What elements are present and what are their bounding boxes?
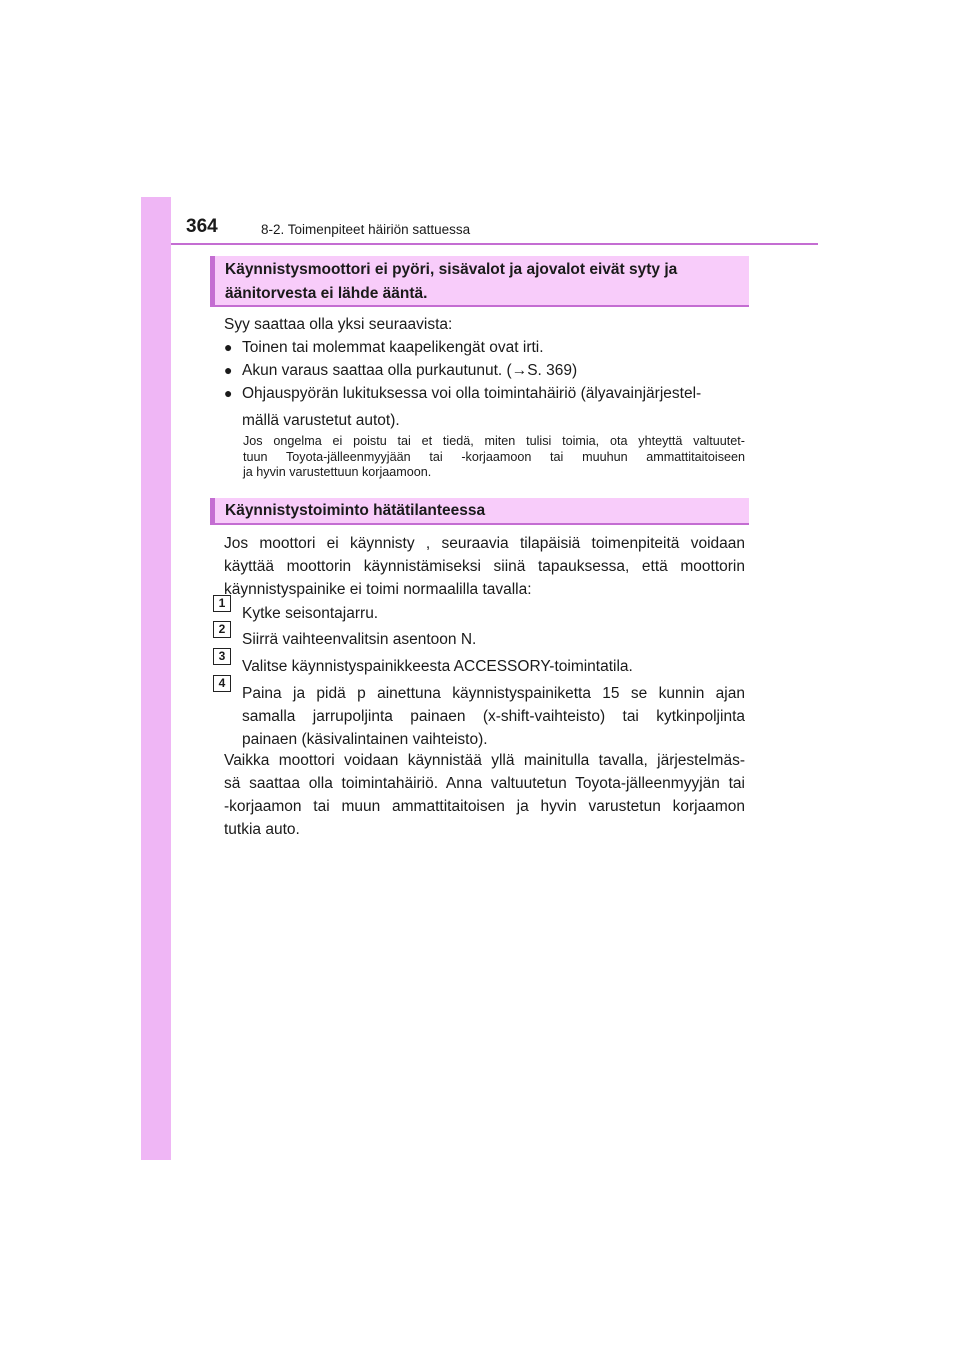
step-text: samalla jarrupoljinta painaen (x-shift-vaihteisto) tai kytkinpoljinta [242, 708, 745, 725]
bullet-icon: ● [224, 385, 233, 401]
breadcrumb: 8-2. Toimenpiteet häiriön sattuessa [261, 222, 471, 237]
bullet-text: Ohjauspyörän lukituksessa voi olla toimintahäiriö (älyavainjärjestel- [242, 385, 702, 402]
note-line: tuun Toyota-jälleenmyyjään tai -korjaamoon tai muuhun ammattitaitoiseen [243, 449, 745, 464]
bullet-text-part: Akun varaus saattaa olla purkautunut. ( [242, 362, 512, 379]
page-number: 364 [186, 216, 218, 237]
step-text: Valitse käynnistyspainikkeesta ACCESSORY-toimintatila. [242, 658, 633, 675]
bullet-text [242, 359, 745, 382]
step-2 [213, 622, 745, 651]
section2-intro [224, 532, 745, 601]
closing-line: tutkia auto. [224, 821, 300, 838]
arrow-icon: → [511, 362, 528, 379]
closing-line: -korjaamon tai muun ammattitaitoisen ja hyvin varustetun korjaamon [224, 798, 745, 815]
bullet-item [224, 382, 745, 432]
step-number-badge: 4 [213, 675, 231, 692]
section-heading-starter-not-cranking [210, 256, 749, 307]
page-reference: S. 369) [527, 362, 578, 379]
bullet-icon: ● [224, 362, 233, 378]
step-number-badge: 2 [213, 621, 231, 638]
step-text: painaen (käsivalintainen vaihteisto). [242, 731, 488, 748]
step-text: Kytke seisontajarru. [242, 605, 379, 622]
note-line: ja hyvin varustettuun korjaamoon. [243, 465, 432, 479]
bullet-item [224, 336, 745, 359]
section-heading-line: Käynnistysmoottori ei pyöri, sisävalot ja ajovalot eivät syty ja [225, 261, 678, 278]
side-thumb-strip [141, 197, 171, 1160]
step-1 [213, 596, 745, 625]
bullet-text: mällä varustetut autot). [242, 412, 400, 429]
intro-line: Jos moottori ei käynnisty , seuraavia tilapäisiä toimenpiteitä voidaan [224, 535, 745, 552]
intro-line: käynnistyspainike ei toimi normaalilla tavalla: [224, 581, 532, 598]
step-4 [213, 676, 745, 751]
closing-line: sä saattaa olla toimintahäiriö. Anna valtuutetun Toyota-jälleenmyyjän tai [224, 775, 745, 792]
step-3 [213, 649, 745, 678]
section1-intro: Syy saattaa olla yksi seuraavista: [224, 316, 453, 333]
section-heading-line: Käynnistystoiminto hätätilanteessa [225, 502, 486, 519]
step-number-badge: 3 [213, 648, 231, 665]
step-text: Siirrä vaihteenvalitsin asentoon N. [242, 631, 477, 648]
note-line: Jos ongelma ei poistu tai et tiedä, miten tulisi toimia, ota yhteyttä valtuutet- [243, 434, 745, 448]
bullet-icon: ● [224, 339, 233, 355]
step-text: Paina ja pidä p ainettuna käynnistyspainiketta 15 se kunnin ajan [242, 685, 745, 702]
step-number-badge: 1 [213, 595, 231, 612]
note-text [243, 434, 745, 481]
closing-line: Vaikka moottori voidaan käynnistää yllä mainitulla tavalla, järjestelmäs- [224, 752, 745, 769]
section-heading-line: äänitorvesta ei lähde ääntä. [225, 285, 428, 302]
header-rule [171, 243, 818, 245]
closing-paragraph [224, 749, 745, 841]
bullet-text: Toinen tai molemmat kaapelikengät ovat irti. [242, 339, 544, 356]
bullet-item [224, 359, 745, 382]
section-heading-emergency-start [210, 498, 749, 525]
intro-line: käyttää moottorin käynnistämiseksi siinä tapauksessa, että moottorin [224, 558, 745, 575]
